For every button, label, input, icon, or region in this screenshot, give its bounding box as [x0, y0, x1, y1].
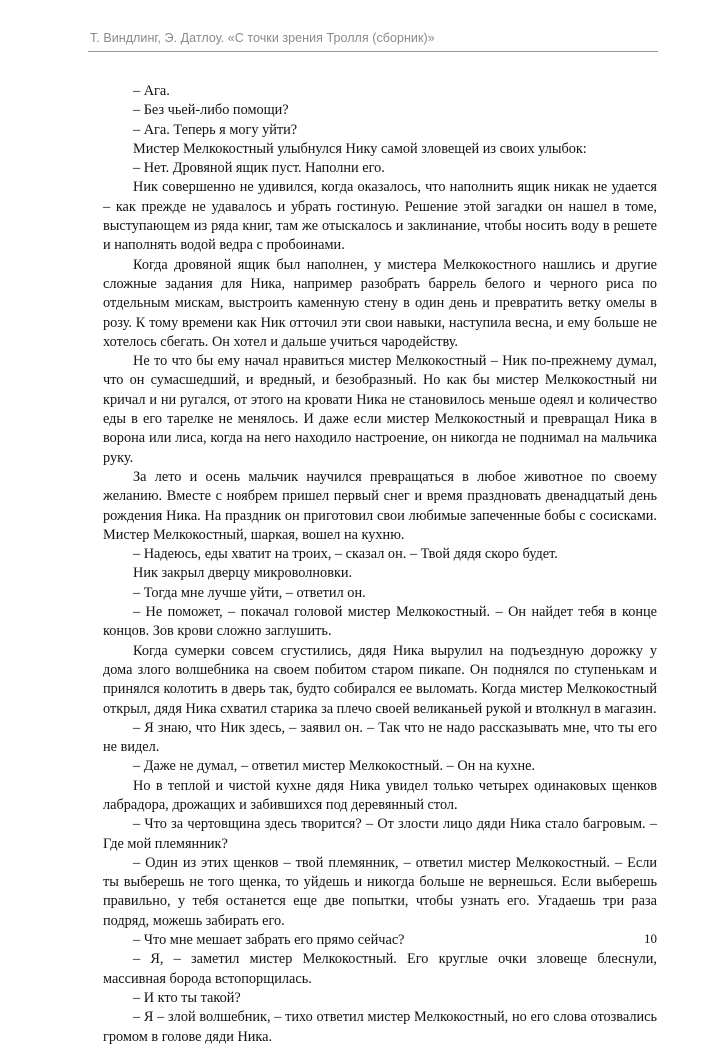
paragraph: – Один из этих щенков – твой племянник, – ответил мистер Мелкокостный. – Если ты выберешь не того щенка, то уйдешь и никогда больше не вернешься. Если выберешь правильно, у тебя останется еще две попытки, чтобы узнать его. Угадаешь три раза подряд, можешь забирать его.	[103, 854, 657, 929]
paragraph: – Не поможет, – покачал головой мистер Мелкокостный. – Он найдет тебя в конце концов. Зов крови сложно заглушить.	[103, 604, 657, 640]
paragraph: – Что за чертовщина здесь творится? – От злости лицо дяди Ника стало багровым. – Где мой племянник?	[103, 816, 657, 852]
paragraph: Мистер Мелкокостный улыбнулся Нику самой зловещей из своих улыбок:	[133, 140, 587, 157]
paragraph: – Я – злой волшебник, – тихо ответил мистер Мелкокостный, но его слова отозвались громом в голове дяди Ника.	[103, 1009, 657, 1045]
body-text	[103, 82, 657, 1047]
paragraph: Когда дровяной ящик был наполнен, у мистера Мелкокостного нашлись и другие сложные задания для Ника, например разобрать баррель белого и черного риса по отдельным мискам, выстроить каменную стену в один день и превратить ветку омелы в розу. К тому времени как Ник отточил эти свои навыки, наступила весна, и ему больше не хотелось сбегать. Он хотел и дальше учиться чародейству.	[103, 256, 657, 350]
paragraph: – Тогда мне лучше уйти, – ответил он.	[133, 584, 366, 601]
paragraph: – Даже не думал, – ответил мистер Мелкокостный. – Он на кухне.	[133, 758, 536, 775]
paragraph: Ник закрыл дверцу микроволновки.	[133, 565, 353, 582]
page-number: 10	[644, 931, 657, 946]
paragraph: – И кто ты такой?	[133, 989, 241, 1006]
paragraph: – Ага. Теперь я могу уйти?	[133, 121, 298, 138]
paragraph: – Ага.	[133, 83, 170, 99]
header-divider	[88, 51, 658, 52]
paragraph: Не то что бы ему начал нравиться мистер Мелкокостный – Ник по-прежнему думал, что он сумасшедший, и вредный, и безобразный. Но как бы мистер Мелкокостный ни кричал и ни ругался, от этого на кровати Ника не становилось меньше одеял и количество еды в его тарелке не менялось. И даже если мистер Мелкокостный и превращал Ника в ворона или лиса, когда на него находило настроение, он никогда не поднимал на мальчика руку.	[103, 353, 657, 466]
paragraph: – Что мне мешает забрать его прямо сейчас?	[133, 932, 405, 949]
paragraph: – Без чьей-либо помощи?	[133, 102, 289, 119]
paragraph: – Я, – заметил мистер Мелкокостный. Его круглые очки зловеще блеснули, массивная борода встопорщилась.	[103, 951, 657, 987]
running-header: Т. Виндлинг, Э. Датлоу. «С точки зрения Тролля (сборник)»	[90, 31, 435, 45]
paragraph: Когда сумерки совсем сгустились, дядя Ника вырулил на подъездную дорожку у дома злого волшебника на своем побитом старом пикапе. Он поднялся по ступенькам и принялся колотить в дверь так, будто собирался ее выломать. Когда мистер Мелкокостный открыл, дядя Ника схватил старика за плечо своей великаньей рукой и втолкнул в магазин.	[103, 642, 657, 717]
paragraph: Ник совершенно не удивился, когда оказалось, что наполнить ящик никак не удается – как прежде не удавалось и убрать гостиную. Решение этой загадки он нашел в томе, выступающем из ряда книг, там же отыскалось и заклинание, чтобы носить воду в решете и наполнять водой ведра с пробоинами.	[103, 179, 657, 254]
paragraph: – Нет. Дровяной ящик пуст. Наполни его.	[133, 160, 385, 177]
paragraph: За лето и осень мальчик научился превращаться в любое животное по своему желанию. Вместе с ноябрем пришел первый снег и время праздновать двенадцатый день рождения Ника. На праздник он приготовил свои любимые запеченные бобы с сосисками. Мистер Мелкокостный, шаркая, вошел на кухню.	[103, 468, 657, 543]
paragraph: – Надеюсь, еды хватит на троих, – сказал он. – Твой дядя скоро будет.	[133, 546, 558, 563]
paragraph: Но в теплой и чистой кухне дядя Ника увидел только четырех одинаковых щенков лабрадора, дрожащих и забившихся под деревянный стол.	[103, 777, 657, 813]
paragraph: – Я знаю, что Ник здесь, – заявил он. – Так что не надо рассказывать мне, что ты его не видел.	[103, 719, 657, 756]
